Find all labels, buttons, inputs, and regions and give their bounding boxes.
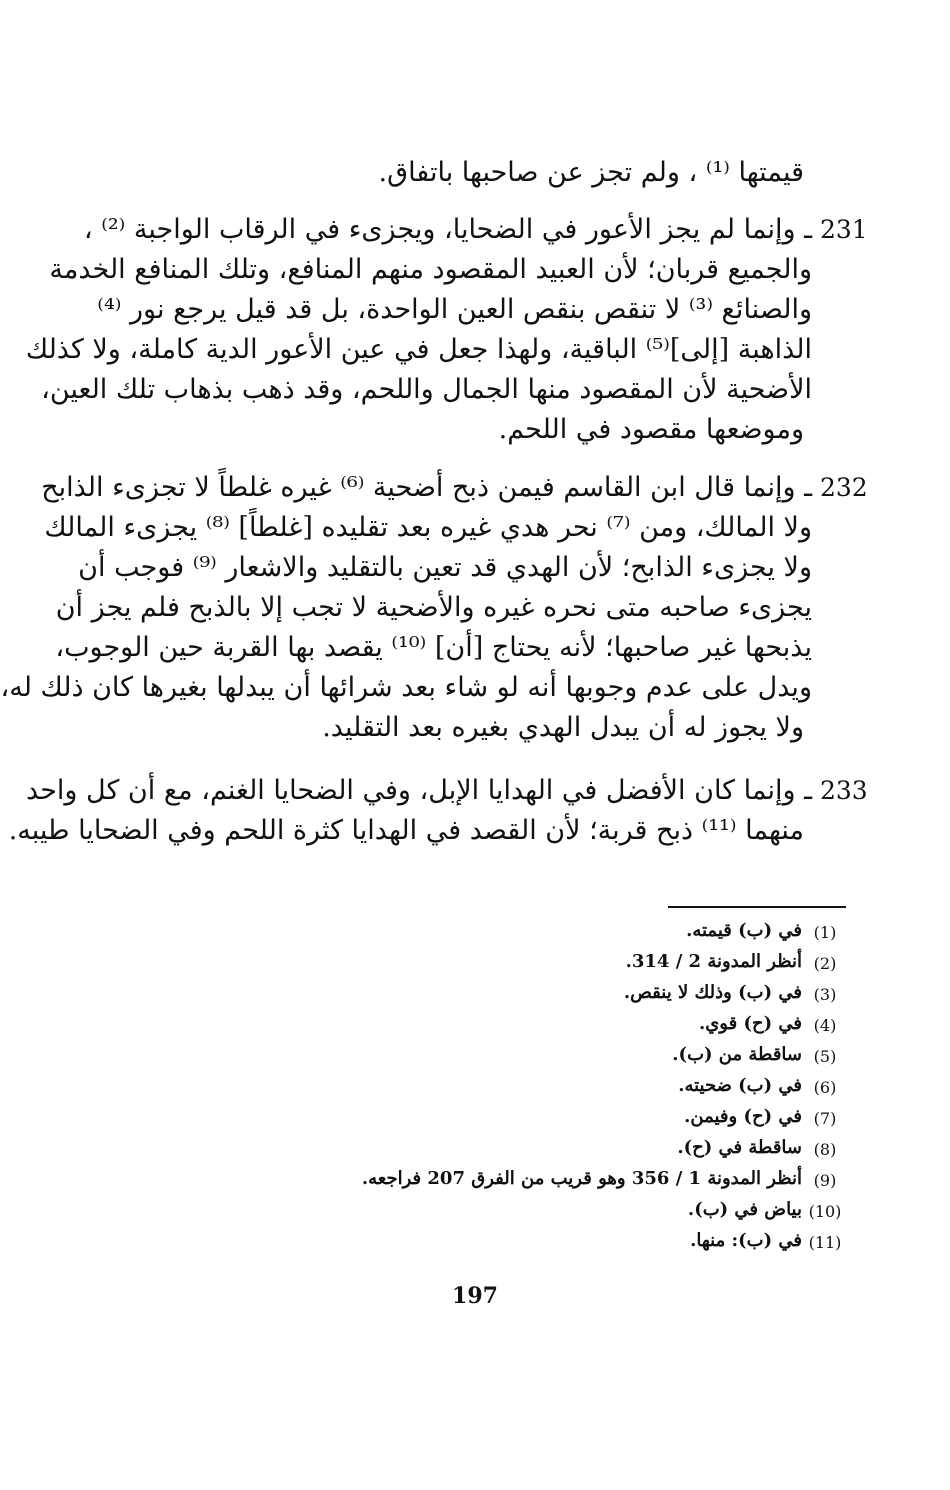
text-line: ولا يجوز له أن يبدل الهدي بغيره بعد التقليد. [322,712,804,743]
footnote-label: (3) [813,985,837,1004]
text-line: ـ وإنما لم يجز الأعور في الضحايا، ويجزىء في الرقاب الواجبة ⁽²⁾ ، [83,214,812,245]
footnote-label: (9) [813,1171,837,1190]
footnote-label: (5) [813,1047,837,1066]
footnote-text: في (ح) قوي. [698,1013,802,1034]
footnote-separator [668,906,846,908]
footnote-label: (8) [813,1140,837,1159]
paragraph-number: 233 [820,776,868,805]
footnote-text: في (ب): منها. [690,1230,802,1251]
footnote-text: ساقطة في (ح). [677,1137,802,1158]
text-line: منهما ⁽¹¹⁾ ذبح قربة؛ لأن القصد في الهدايا كثرة اللحم وفي الضحايا طيبه. [8,815,804,846]
paragraph-number: 231 [820,215,868,244]
text-line: يجزىء صاحبه متى نحره غيره والأضحية لا تجب إلا بالذبح فلم يجز أن [55,592,812,623]
footnote-label: (7) [813,1109,837,1128]
text-line: ولا المالك، ومن ⁽⁷⁾ نحر هدي غيره بعد تقليده [غلطاً] ⁽⁸⁾ يجزىء المالك [44,512,812,543]
paragraph-number: 232 [820,473,868,502]
text-line: الذاهبة [إلى]⁽⁵⁾ الباقية، ولهذا جعل في عين الأعور الدية كاملة، ولا كذلك [25,334,812,365]
text-line: يذبحها غير صاحبها؛ لأنه يحتاج [أن] ⁽¹⁰⁾ يقصد بها القربة حين الوجوب، [55,632,812,663]
text-line: وموضعها مقصود في اللحم. [498,414,804,445]
footnote-label: (4) [813,1016,837,1035]
footnote-label: (1) [813,923,837,942]
text-line: الأضحية لأن المقصود منها الجمال واللحم، وقد ذهب بذهاب تلك العين، [41,374,812,405]
footnote-text: أنظر المدونة 2 / 314. [625,951,802,972]
text-line: قيمتها ⁽¹⁾ ، ولم تجز عن صاحبها باتفاق. [378,157,804,188]
text-line: والجميع قربان؛ لأن العبيد المقصود منهم المنافع، وتلك المنافع الخدمة [49,254,812,285]
footnote-label: (6) [813,1078,837,1097]
text-line: ويدل على عدم وجوبها أنه لو شاء بعد شرائها أن يبدلها بغيرها كان ذلك له، [0,672,812,703]
footnote-text: أنظر المدونة 1 / 356 وهو قريب من الفرق 207 فراجعه. [361,1168,802,1189]
footnote-text: في (ب) ضحيته. [678,1075,802,1096]
text-line: والصنائع ⁽³⁾ لا تنقص بنقص العين الواحدة، بل قد قيل يرجع نور ⁽⁴⁾ [97,294,812,325]
footnote-text: في (ب) وذلك لا ينقص. [623,982,802,1003]
footnote-text: في (ب) قيمته. [686,920,802,941]
text-line: ولا يجزىء الذابح؛ لأن الهدي قد تعين بالتقليد والاشعار ⁽⁹⁾ فوجب أن [78,552,812,583]
footnote-label: (2) [813,954,837,973]
footnote-text: في (ح) وفيمن. [684,1106,802,1127]
page-number: 197 [452,1283,498,1309]
text-line: ـ وإنما كان الأفضل في الهدايا الإبل، وفي الضحايا الغنم، مع أن كل واحد [26,775,812,806]
footnote-text: بياض في (ب). [687,1199,802,1220]
footnote-text: ساقطة من (ب). [672,1044,802,1065]
text-line: ـ وإنما قال ابن القاسم فيمن ذبح أضحية ⁽⁶⁾ غيره غلطاً لا تجزىء الذابح [41,472,812,503]
footnote-label: (10) [808,1202,842,1221]
footnote-label: (11) [808,1233,842,1252]
